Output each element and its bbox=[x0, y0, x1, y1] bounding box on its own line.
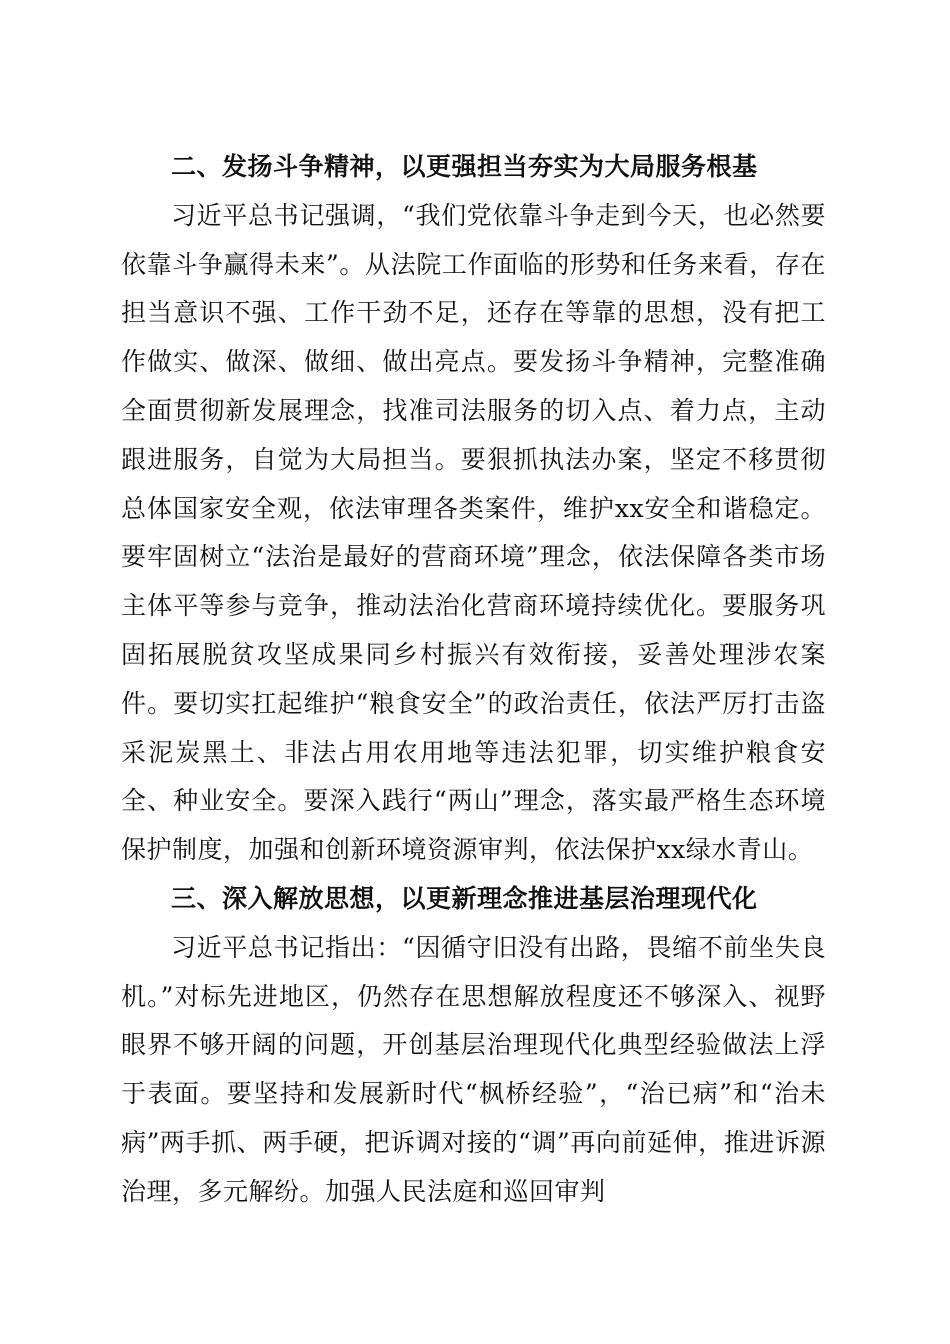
section-3-heading: 三、深入解放思想，以更新理念推进基层治理现代化 bbox=[171, 883, 758, 913]
section-2-paragraph: 习近平总书记强调，“我们党依靠斗争走到今天，也必然要依靠斗争赢得未来”。从法院工作面临的形势和任务来看，存在担当意识不强、工作干劲不足，还存在等靠的思想，没有把工作做实、做深、做细、做出亮点。要发扬斗争精神，完整准确全面贯彻新发展理念，找准司法服务的切入点、着力点，主动跟进服务，自觉为大局担当。要狠抓执法办案，坚定不移贯彻总体国家安全观，依法审理各类案件，维护xx安全和谐稳定。要牢固树立“法治是最好的营商环境”理念，依法保障各类市场主体平等参与竞争，推动法治化营商环境持续优化。要服务巩固拓展脱贫攻坚成果同乡村振兴有效衔接，妥善处理涉农案件。要切实扛起维护“粮食安全”的政治责任，依法严厉打击盗采泥炭黑土、非法占用农用地等违法犯罪，切实维护粮食安全、种业安全。要深入践行“两山”理念，落实最严格生态环境保护制度，加强和创新环境资源审判，依法保护xx绿水青山。 bbox=[121, 200, 826, 865]
document-page bbox=[121, 143, 826, 1217]
section-2-heading: 二、发扬斗争精神，以更强担当夯实为大局服务根基 bbox=[171, 152, 758, 181]
section-3-paragraph: 习近平总书记指出：“因循守旧没有出路，畏缩不前坐失良机。”对标先进地区，仍然存在思想解放程度还不够深入、视野眼界不够开阔的问题，开创基层治理现代化典型经验做法上浮于表面。要坚持和发展新时代“枫桥经验”，“治已病”和“治未病”两手抓、两手硬，把诉调对接的“调”再向前延伸，推进诉源治理，多元解纷。加强人民法庭和巡回审判 bbox=[121, 932, 826, 1206]
